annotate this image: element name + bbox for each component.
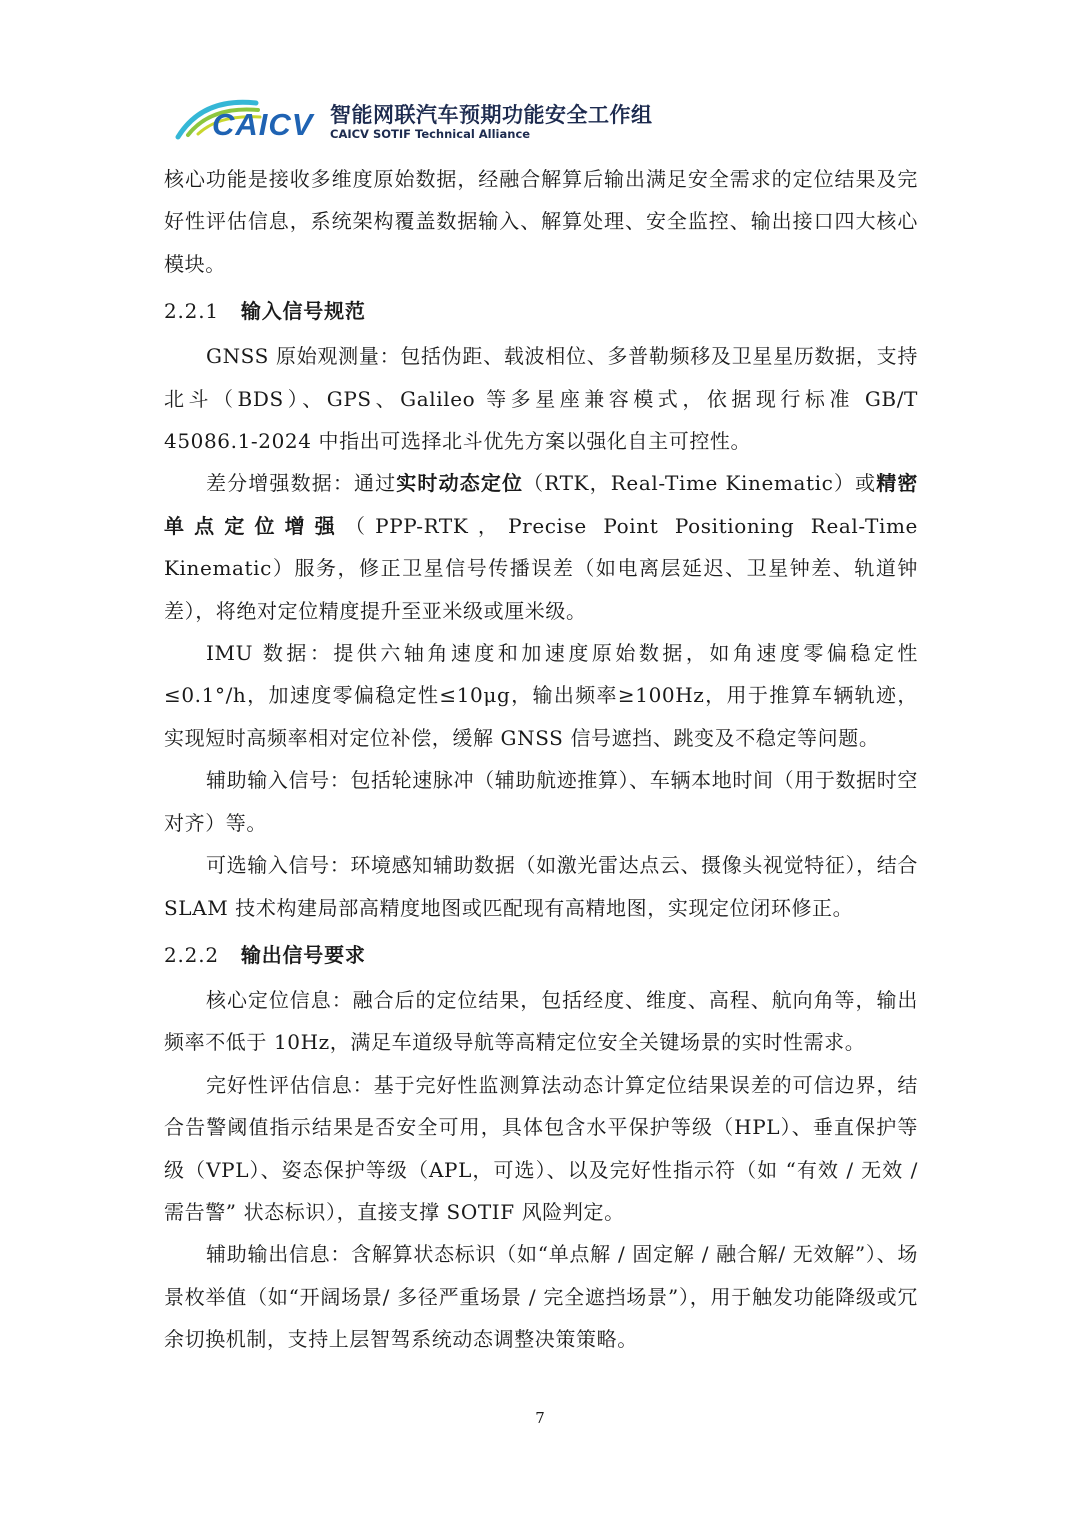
page-header: [172, 93, 672, 149]
section-title: 输出信号要求: [240, 942, 366, 967]
page-number: 7: [535, 1409, 545, 1427]
rtk-term: 实时动态定位: [396, 471, 524, 496]
aux-output-paragraph: 辅助输出信息：含解算状态标识（如“单点解 / 固定解 / 融合解/ 无效解”）、场景枚举值（如“开阔场景/ 多径严重场景 / 完全遮挡场景”），用于触发功能降级或冗余切换机制，支持上层智驾系统动态调整决策策略。: [164, 1242, 918, 1352]
caicv-logo: [172, 93, 324, 143]
section-heading-2-2-1: [164, 290, 918, 332]
core-output-paragraph: 核心定位信息：融合后的定位结果，包括经度、维度、高程、航向角等，输出频率不低于 10Hz，满足车道级导航等高精定位安全关键场景的实时性需求。: [164, 987, 918, 1055]
section-heading-2-2-2: [164, 934, 918, 976]
aux-input-paragraph: 辅助输入信号：包括轮速脉冲（辅助航迹推算）、车辆本地时间（用于数据时空对齐）等。: [164, 768, 918, 835]
page-body: [164, 158, 918, 1361]
org-name-cn: 智能网联汽车预期功能安全工作组: [330, 103, 653, 127]
section-number: 2.2.1: [164, 299, 219, 324]
text-run: （RTK，Real-Time Kinematic）或: [523, 471, 877, 496]
section-number: 2.2.2: [164, 942, 219, 967]
text-run: 差分增强数据：通过: [206, 471, 397, 496]
differential-paragraph: [164, 462, 918, 632]
text-run: （PPP-RTK，Precise Point Positioning Real-Time Kinematic）服务，修正卫星信号传播误差（如电离层延迟、卫星钟差、轨道钟差），将绝对定位精度提升至亚米级或厘米级。: [164, 513, 918, 623]
intro-paragraph: 核心功能是接收多维度原始数据，经融合解算后输出满足安全需求的定位结果及完好性评估信息，系统架构覆盖数据输入、解算处理、安全监控、输出接口四大核心模块。: [164, 167, 918, 276]
section-title: 输入信号规范: [240, 299, 366, 324]
gnss-paragraph: GNSS 原始观测量：包括伪距、载波相位、多普勒频移及卫星星历数据，支持北斗（BDS）、GPS、Galileo 等多星座兼容模式，依据现行标准 GB/T 45086.1-2024 中指出可选择北斗优先方案以强化自主可控性。: [164, 344, 918, 454]
optional-input-paragraph: 可选输入信号：环境感知辅助数据（如激光雷达点云、摄像头视觉特征），结合 SLAM 技术构建局部高精度地图或匹配现有高精地图，实现定位闭环修正。: [164, 853, 918, 920]
ppp-rtk-term: 精密单点定位增强: [164, 471, 919, 538]
logo-text: CAICV: [212, 107, 314, 142]
imu-paragraph: IMU 数据：提供六轴角速度和加速度原始数据，如角速度零偏稳定性≤0.1°/h，加速度零偏稳定性≤10μg，输出频率≥100Hz，用于推算车辆轨迹，实现短时高频率相对定位补偿，缓解 GNSS 信号遮挡、跳变及不稳定等问题。: [164, 641, 918, 750]
integrity-paragraph: 完好性评估信息：基于完好性监测算法动态计算定位结果误差的可信边界，结合告警阈值指示结果是否安全可用，具体包含水平保护等级（HPL）、垂直保护等级（VPL）、姿态保护等级（APL，可选）、以及完好性指示符（如 “有效 / 无效 / 需告警” 状态标识），直接支撑 SOTIF 风险判定。: [164, 1072, 918, 1224]
org-name-en: CAICV SOTIF Technical Alliance: [330, 127, 531, 141]
